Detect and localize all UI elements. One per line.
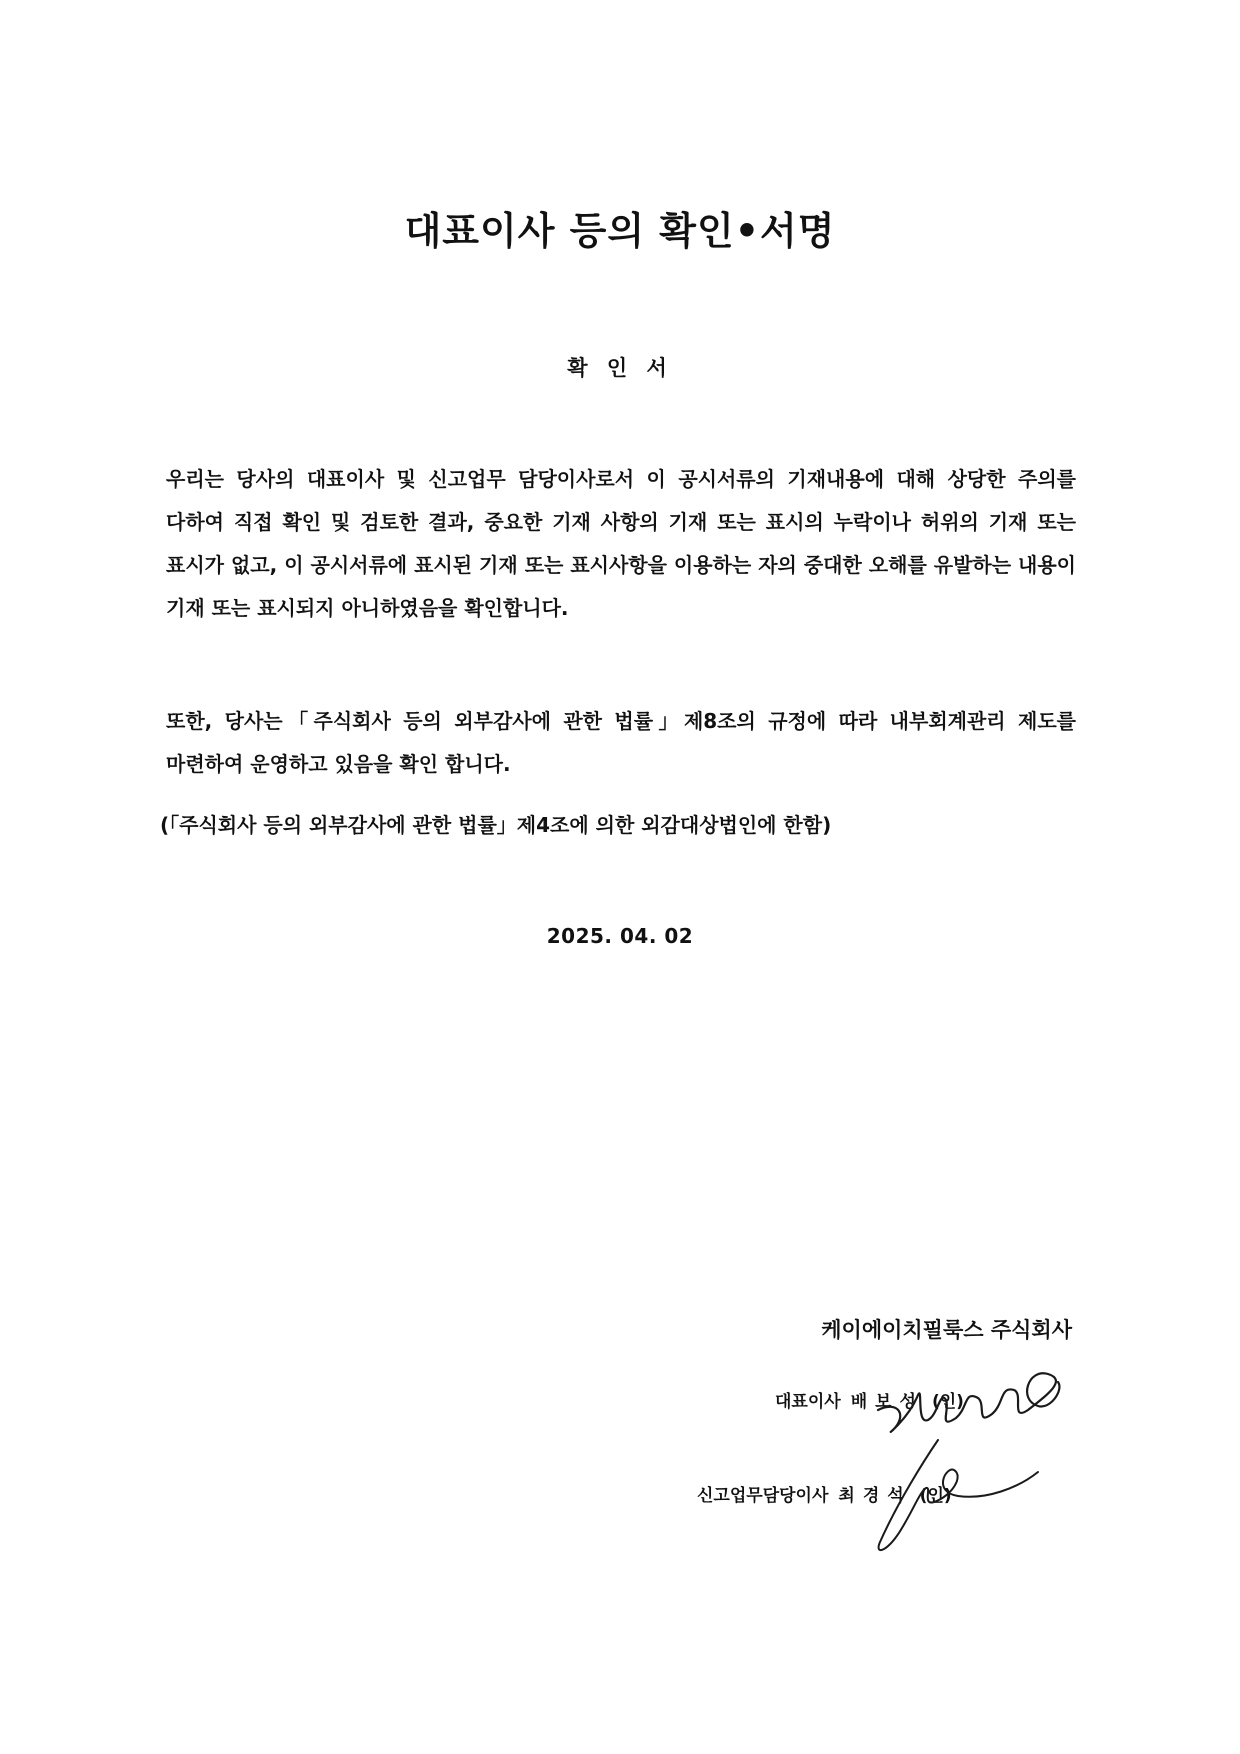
seal-mark: (인)	[931, 1392, 964, 1412]
director-signature	[868, 1432, 1048, 1562]
signatory-name: 최경석	[838, 1486, 912, 1506]
scope-note: (「주식회사 등의 외부감사에 관한 법률」제4조에 의한 외감대상법인에 한함)	[160, 813, 832, 837]
signatory-name: 배보성	[850, 1392, 924, 1412]
signatory-role: 신고업무담당이사	[697, 1486, 829, 1506]
signatory-role: 대표이사	[775, 1392, 841, 1412]
confirmation-paragraph: 우리는 당사의 대표이사 및 신고업무 담당이사로서 이 공시서류의 기재내용에 대해 상당한 주의를 다하여 직접 확인 및 검토한 결과, 중요한 기재 사항의 기재 또는 표시의 누락이나 허위의 기재 또는 표시가 없고, 이 공시서류에 표시된 기재 또는 표시사항을 이용하는 자의 중대한 오해를 유발하는 내용이 기재 또는 표시되지 아니하였음을 확인합니다.	[166, 467, 1076, 620]
director-signature-stroke	[879, 1440, 1038, 1550]
document-date: 2025. 04. 02	[546, 924, 694, 948]
seal-mark: (인)	[919, 1486, 952, 1506]
ceo-signature	[868, 1360, 1068, 1440]
document-title: 대표이사 등의 확인•서명	[404, 209, 836, 253]
document-subtitle: 확 인 서	[567, 356, 673, 380]
internal-control-paragraph: 또한, 당사는「주식회사 등의 외부감사에 관한 법률」제8조의 규정에 따라 내부회계관리 제도를 마련하여 운영하고 있음을 확인 합니다.	[166, 709, 1076, 776]
company-name: 케이에이치필룩스 주식회사	[821, 1318, 1072, 1342]
ceo-signature-stroke	[878, 1373, 1059, 1432]
